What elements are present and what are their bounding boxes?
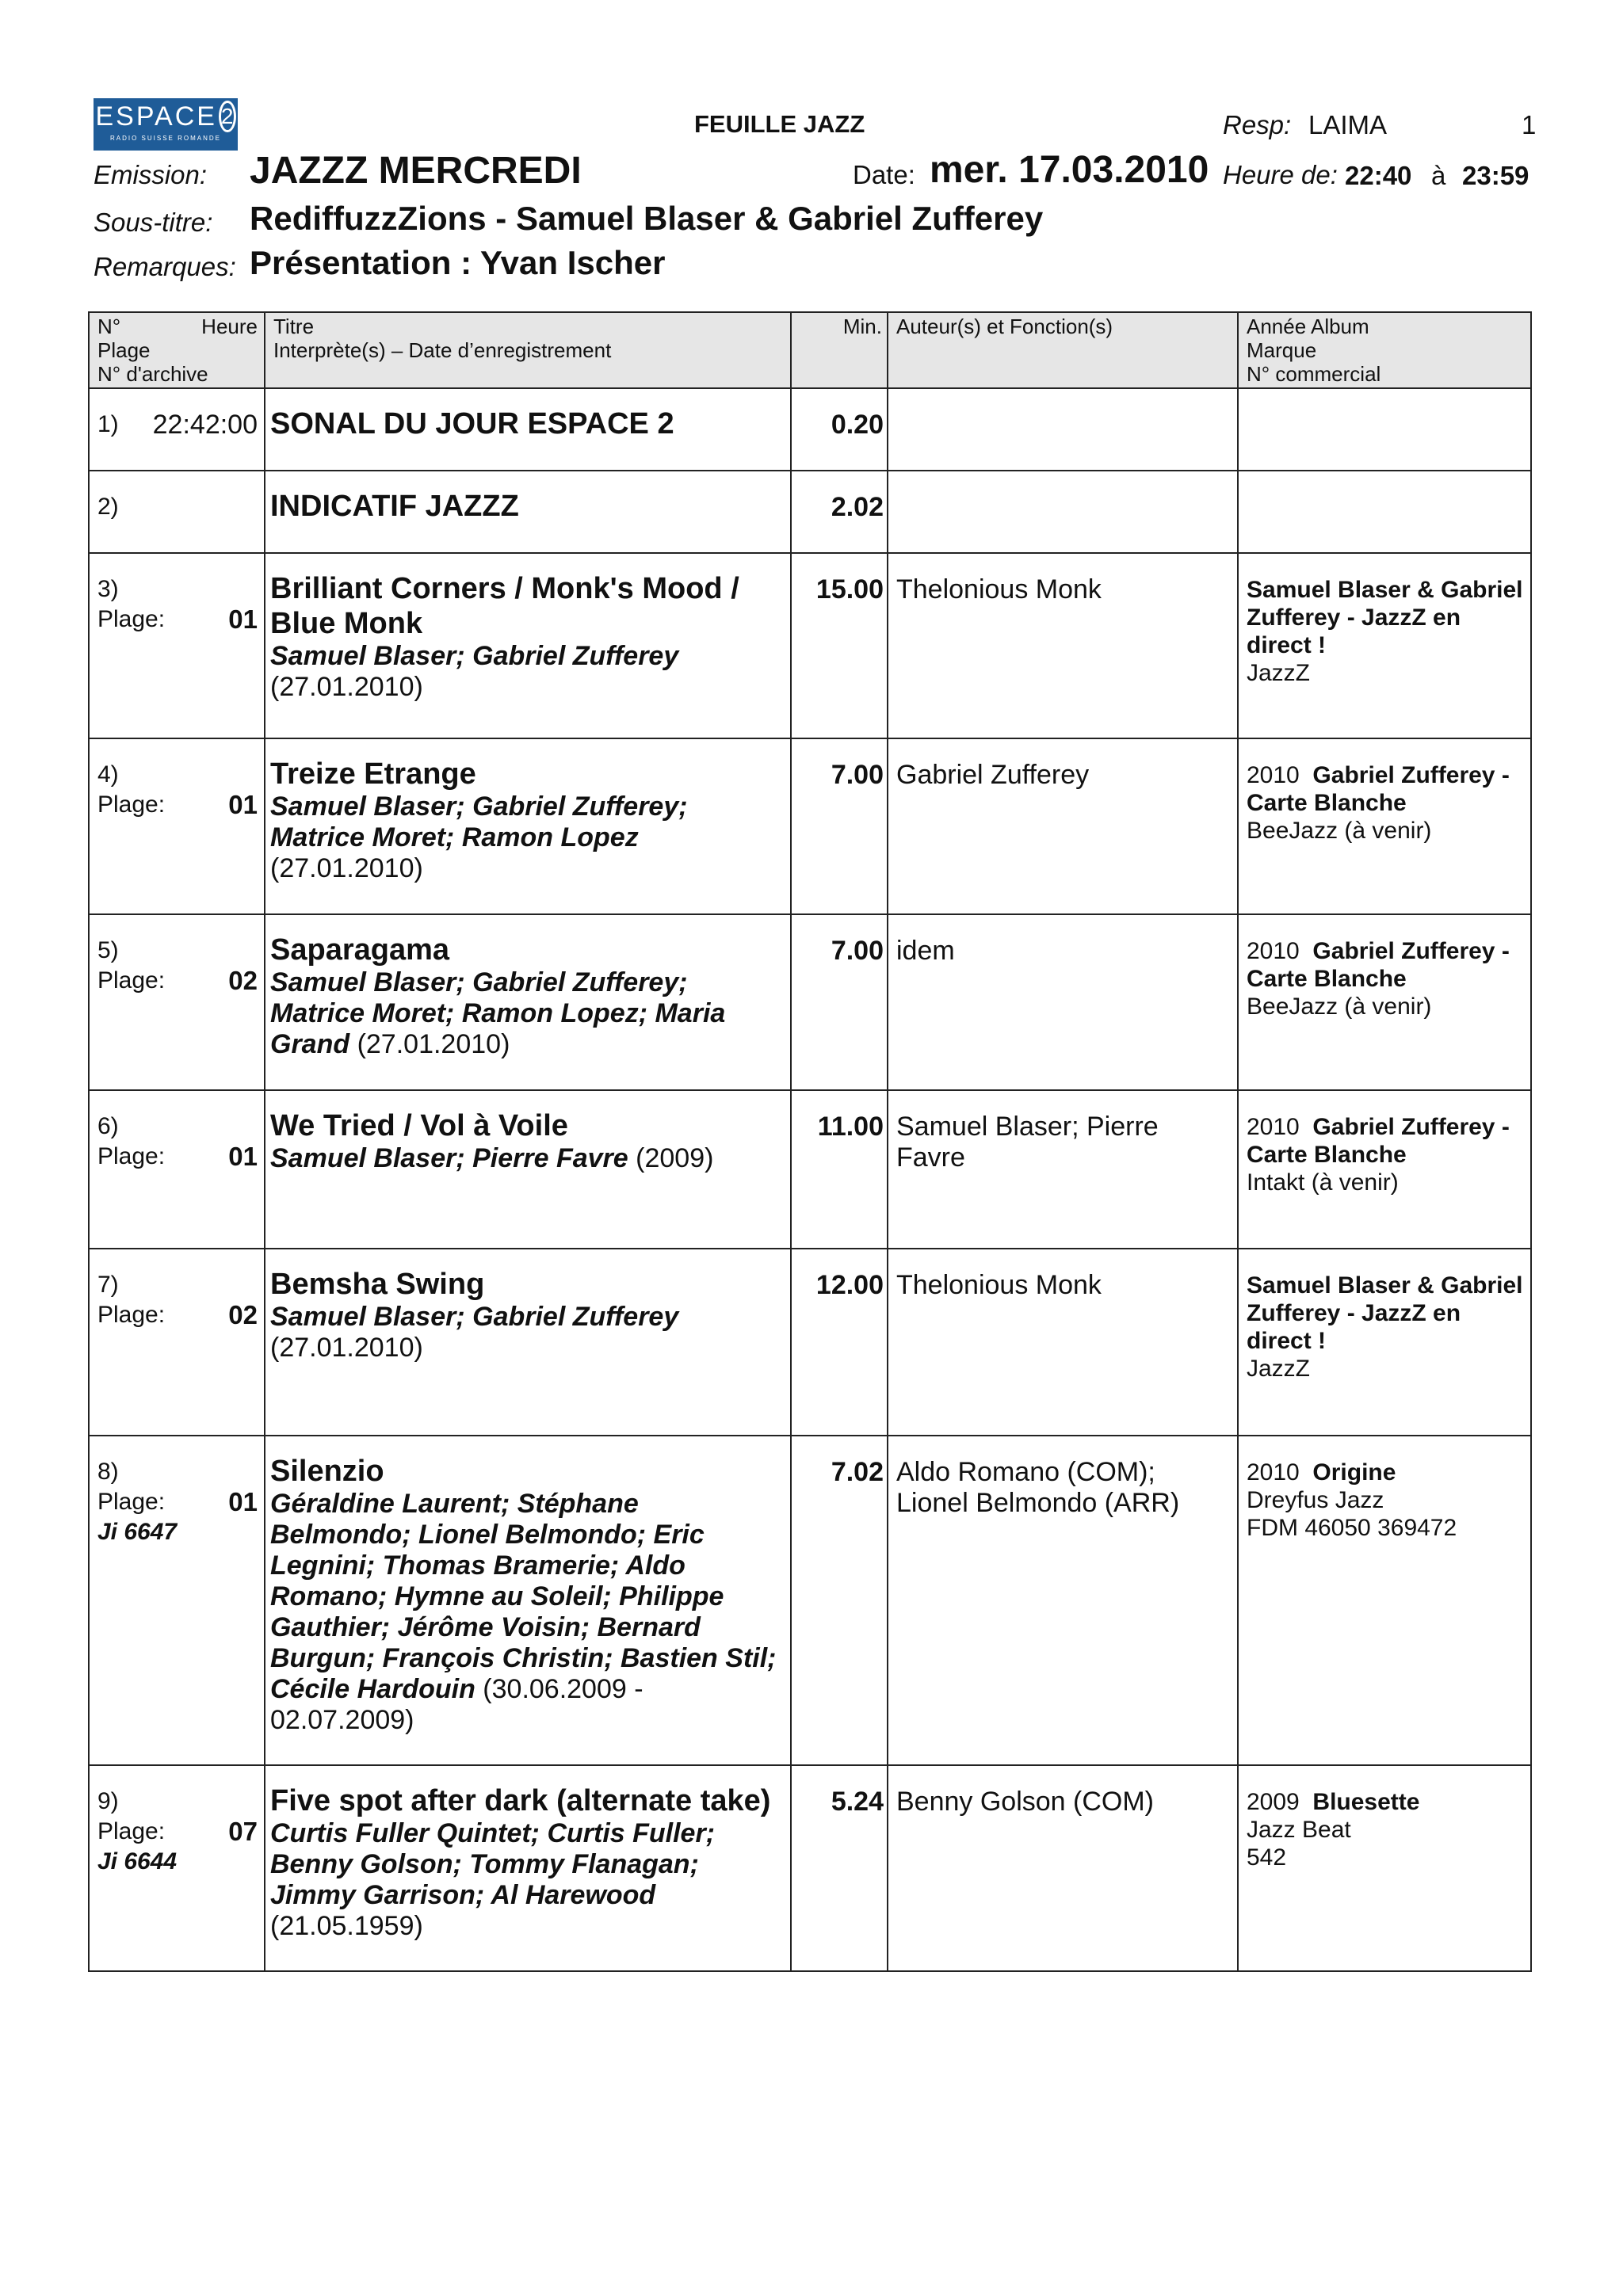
row-label: Dreyfus Jazz xyxy=(1247,1487,1384,1513)
row-authors xyxy=(888,471,1238,553)
row-authors: Samuel Blaser; Pierre Favre xyxy=(888,1090,1238,1249)
time-label: Heure de: xyxy=(1223,160,1338,189)
logo-number: 2 xyxy=(219,101,236,132)
row-performers: Samuel Blaser; Gabriel Zufferey xyxy=(270,1302,679,1332)
row-plage-label: Plage: xyxy=(97,1143,166,1169)
row-performers: Géraldine Laurent; Stéphane Belmondo; Lionel Belmondo; Eric Legnini; Thomas Bramerie; Aldo Romano; Hymne au Soleil; Philippe Gauthier; Jérôme Voisin; Bernard Burgun; François Christin; Bastien Stil; Cécile Hardouin xyxy=(270,1489,777,1704)
row-plage-label: Plage: xyxy=(97,606,166,632)
row-label: JazzZ xyxy=(1247,1356,1311,1382)
row-number: 2) xyxy=(97,494,119,520)
header-album-line3: N° commercial xyxy=(1247,362,1381,386)
row-performers: Curtis Fuller Quintet; Curtis Fuller; Benny Golson; Tommy Flanagan; Jimmy Garrison; Al Harewood xyxy=(270,1818,716,1910)
row-number: 9) xyxy=(97,1788,119,1814)
row-duration: 0.20 xyxy=(791,388,888,471)
row-number-cell xyxy=(89,553,265,738)
page-number: 1 xyxy=(1522,110,1537,139)
row-title: We Tried / Vol à Voile xyxy=(270,1109,568,1142)
row-album-cell xyxy=(1238,1090,1531,1249)
header-album-cell xyxy=(1238,312,1531,388)
row-track-number: 07 xyxy=(228,1817,258,1846)
header-heure: Heure xyxy=(201,315,258,338)
row-year: 2010 xyxy=(1247,938,1300,964)
row-recording-date: (21.05.1959) xyxy=(270,1911,423,1941)
row-heure: 22:42:00 xyxy=(152,410,258,440)
row-title-cell xyxy=(265,738,791,914)
time-separator: à xyxy=(1431,161,1446,190)
row-album-cell xyxy=(1238,1249,1531,1436)
row-performers: Samuel Blaser; Pierre Favre xyxy=(270,1143,628,1173)
espace2-logo xyxy=(94,98,238,151)
row-plage-label: Plage: xyxy=(97,1818,166,1844)
playlist-table xyxy=(88,311,1532,1972)
row-number-cell xyxy=(89,1090,265,1249)
row-title: INDICATIF JAZZZ xyxy=(270,490,519,523)
header-title-sub: Interprète(s) – Date d’enregistrement xyxy=(273,338,612,362)
row-duration: 5.24 xyxy=(791,1765,888,1971)
row-title-cell xyxy=(265,1436,791,1765)
row-title: Brilliant Corners / Monk's Mood / Blue Monk xyxy=(270,572,739,640)
row-authors xyxy=(888,388,1238,471)
row-duration: 12.00 xyxy=(791,1249,888,1436)
row-recording-date: (27.01.2010) xyxy=(357,1029,510,1059)
row-album: Gabriel Zufferey - Carte Blanche xyxy=(1247,938,1510,992)
row-title-cell xyxy=(265,553,791,738)
table-row xyxy=(89,914,1531,1090)
row-title-cell xyxy=(265,388,791,471)
row-label: BeeJazz (à venir) xyxy=(1247,818,1432,844)
row-catalog: 542 xyxy=(1247,1844,1287,1871)
emission-label: Emission: xyxy=(94,160,208,189)
time-to: 23:59 xyxy=(1462,161,1529,190)
subtitle-value: RediffuzzZions - Samuel Blaser & Gabriel Zufferey xyxy=(250,200,1044,237)
table-row xyxy=(89,1436,1531,1765)
header-min: Min. xyxy=(791,312,888,388)
row-title-cell xyxy=(265,1249,791,1436)
row-number-cell xyxy=(89,914,265,1090)
row-album-cell xyxy=(1238,738,1531,914)
row-year: 2009 xyxy=(1247,1789,1300,1815)
row-recording-date: (27.01.2010) xyxy=(270,1333,423,1363)
table-row xyxy=(89,553,1531,738)
row-album-cell xyxy=(1238,1765,1531,1971)
row-label: Jazz Beat xyxy=(1247,1817,1351,1843)
row-plage-label: Plage: xyxy=(97,1302,166,1328)
row-recording-date: (27.01.2010) xyxy=(270,853,423,883)
resp-label: Resp: xyxy=(1223,110,1292,139)
row-album: Bluesette xyxy=(1312,1789,1420,1815)
row-album: Samuel Blaser & Gabriel Zufferey - JazzZ en direct ! xyxy=(1247,577,1523,658)
row-authors: Gabriel Zufferey xyxy=(888,738,1238,914)
emission-value: JAZZZ MERCREDI xyxy=(250,150,582,192)
row-authors: Thelonious Monk xyxy=(888,1249,1238,1436)
row-track-number: 01 xyxy=(228,605,258,634)
row-title: Bemsha Swing xyxy=(270,1268,485,1301)
header-no-cell xyxy=(89,312,265,388)
row-number: 4) xyxy=(97,761,119,788)
row-track-number: 01 xyxy=(228,1142,258,1171)
row-album-cell xyxy=(1238,914,1531,1090)
row-authors: idem xyxy=(888,914,1238,1090)
row-number-cell xyxy=(89,388,265,471)
table-header xyxy=(89,312,1531,388)
row-album-cell xyxy=(1238,553,1531,738)
header-no: N° xyxy=(97,315,121,338)
row-duration: 7.02 xyxy=(791,1436,888,1765)
row-title-cell xyxy=(265,471,791,553)
logo-subtitle: RADIO SUISSE ROMANDE xyxy=(109,135,221,142)
table-row xyxy=(89,388,1531,471)
resp-value: LAIMA xyxy=(1308,110,1388,139)
row-authors: Aldo Romano (COM); Lionel Belmondo (ARR) xyxy=(888,1436,1238,1765)
row-title-cell xyxy=(265,1765,791,1971)
row-number: 5) xyxy=(97,937,119,963)
row-track-number: 01 xyxy=(228,1487,258,1516)
table-row xyxy=(89,471,1531,553)
table-row xyxy=(89,738,1531,914)
time-from: 22:40 xyxy=(1345,161,1412,190)
row-number-cell xyxy=(89,738,265,914)
row-duration: 7.00 xyxy=(791,914,888,1090)
row-plage-label: Plage: xyxy=(97,967,166,994)
row-duration: 11.00 xyxy=(791,1090,888,1249)
row-recording-date: (30.06.2009 - 02.07.2009) xyxy=(270,1674,643,1735)
row-title-cell xyxy=(265,914,791,1090)
row-number: 1) xyxy=(97,411,119,437)
row-performers: Samuel Blaser; Gabriel Zufferey; Matrice Moret; Ramon Lopez; Maria Grand xyxy=(270,967,726,1059)
date-label: Date: xyxy=(853,160,915,189)
row-track-number: 02 xyxy=(228,966,258,995)
row-album: Samuel Blaser & Gabriel Zufferey - JazzZ en direct ! xyxy=(1247,1272,1523,1354)
row-recording-date: (27.01.2010) xyxy=(270,672,423,702)
row-year: 2010 xyxy=(1247,1114,1300,1140)
row-number-cell xyxy=(89,471,265,553)
row-duration: 15.00 xyxy=(791,553,888,738)
table-row xyxy=(89,1249,1531,1436)
header-album-line2: Marque xyxy=(1247,338,1317,362)
row-number-cell xyxy=(89,1765,265,1971)
header-title-cell xyxy=(265,312,791,388)
row-album-cell xyxy=(1238,471,1531,553)
row-title-cell xyxy=(265,1090,791,1249)
row-title: Treize Etrange xyxy=(270,757,476,791)
row-album-cell xyxy=(1238,388,1531,471)
header-album-line1: Année Album xyxy=(1247,315,1369,338)
row-track-number: 01 xyxy=(228,790,258,819)
row-duration: 2.02 xyxy=(791,471,888,553)
row-label: JazzZ xyxy=(1247,660,1311,686)
row-number: 6) xyxy=(97,1113,119,1139)
document-title: FEUILLE JAZZ xyxy=(694,110,865,138)
header-authors: Auteur(s) et Fonction(s) xyxy=(888,312,1238,388)
row-archive-number: Ji 6647 xyxy=(97,1519,178,1545)
row-album-cell xyxy=(1238,1436,1531,1765)
row-plage-label: Plage: xyxy=(97,791,166,818)
row-number-cell xyxy=(89,1249,265,1436)
date-value: mer. 17.03.2010 xyxy=(930,149,1209,191)
row-year: 2010 xyxy=(1247,1459,1300,1486)
remarks-label: Remarques: xyxy=(94,252,236,281)
row-performers: Samuel Blaser; Gabriel Zufferey; Matrice Moret; Ramon Lopez xyxy=(270,791,688,852)
row-number: 8) xyxy=(97,1459,119,1485)
row-label: Intakt (à venir) xyxy=(1247,1169,1399,1196)
table-row xyxy=(89,1765,1531,1971)
row-catalog: FDM 46050 369472 xyxy=(1247,1515,1457,1541)
row-recording-date: (2009) xyxy=(636,1143,714,1173)
header-archive: N° d'archive xyxy=(97,362,208,386)
row-album: Origine xyxy=(1312,1459,1396,1486)
row-title: Five spot after dark (alternate take) xyxy=(270,1784,771,1817)
row-track-number: 02 xyxy=(228,1300,258,1329)
row-authors: Thelonious Monk xyxy=(888,553,1238,738)
row-number: 7) xyxy=(97,1272,119,1298)
header-title: Titre xyxy=(273,315,315,338)
subtitle-label: Sous-titre: xyxy=(94,208,213,237)
row-album: Gabriel Zufferey - Carte Blanche xyxy=(1247,762,1510,816)
row-duration: 7.00 xyxy=(791,738,888,914)
row-year: 2010 xyxy=(1247,762,1300,788)
row-title: Saparagama xyxy=(270,933,450,967)
row-title: Silenzio xyxy=(270,1455,384,1488)
remarks-value: Présentation : Yvan Ischer xyxy=(250,244,666,281)
row-album: Gabriel Zufferey - Carte Blanche xyxy=(1247,1114,1510,1168)
row-label: BeeJazz (à venir) xyxy=(1247,994,1432,1020)
row-authors: Benny Golson (COM) xyxy=(888,1765,1238,1971)
row-title: SONAL DU JOUR ESPACE 2 xyxy=(270,407,674,441)
row-archive-number: Ji 6644 xyxy=(97,1848,178,1875)
row-plage-label: Plage: xyxy=(97,1489,166,1515)
row-number: 3) xyxy=(97,576,119,602)
table-row xyxy=(89,1090,1531,1249)
row-number-cell xyxy=(89,1436,265,1765)
row-performers: Samuel Blaser; Gabriel Zufferey xyxy=(270,641,679,671)
logo-text: ESPACE xyxy=(95,101,217,132)
header-plage: Plage xyxy=(97,338,151,362)
